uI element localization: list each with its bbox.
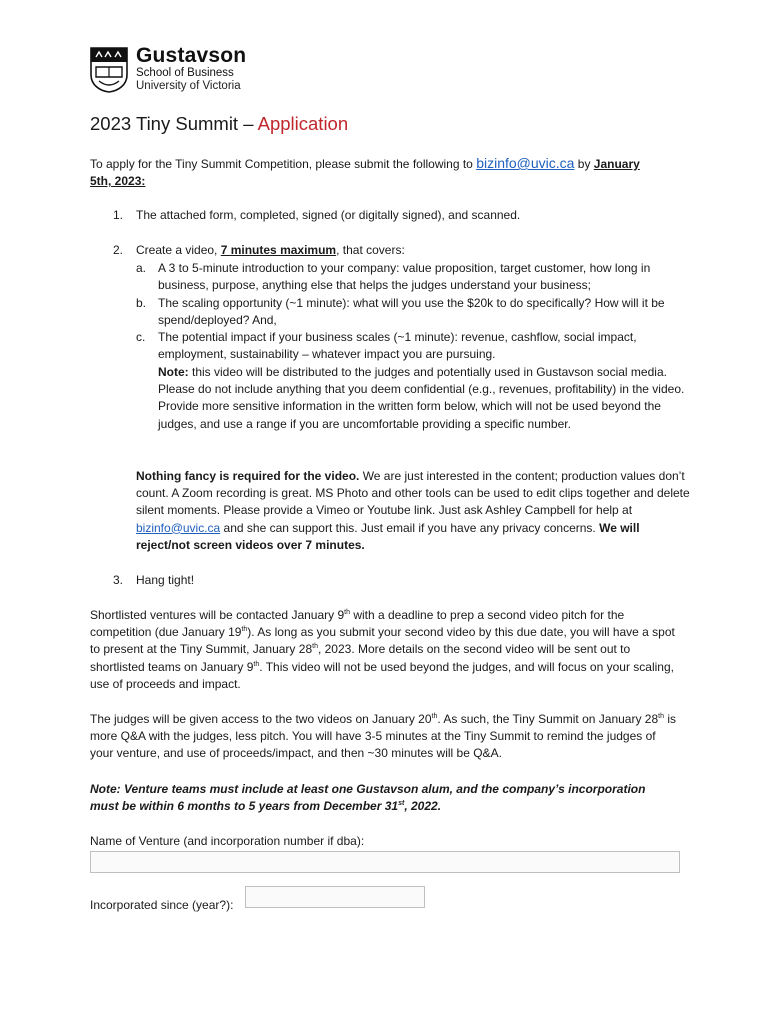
eligibility-t1: Note: Venture teams must include at least one Gustavson alum, and the company’s incorporation must be within 6 months to 5 years from December 31 <box>90 782 646 814</box>
incorporated-since-label: Incorporated since (year?): <box>90 898 234 912</box>
page-title <box>90 113 348 135</box>
judges-t1: The judges will be given access to the two videos on January 20 <box>90 712 432 726</box>
note-label: Note: <box>158 365 189 379</box>
intro-by: by <box>574 157 594 171</box>
judges-t2: . As such, the Tiny Summit on January 28 <box>437 712 659 726</box>
gustavson-logo <box>90 45 260 95</box>
video-guidance <box>136 468 691 554</box>
venture-name-label: Name of Venture (and incorporation number if dba): <box>90 834 365 848</box>
shortlist-paragraph <box>90 607 682 693</box>
subitem-a-text: A 3 to 5-minute introduction to your company: value proposition, target customer, how long in business, purpose, anything else that helps the judges understand your business; <box>158 261 651 293</box>
brand-name: Gustavson <box>136 44 247 67</box>
ordinal-suffix: th <box>312 643 318 651</box>
step-2-text-a: Create a video, <box>136 243 221 257</box>
step-number: 3. <box>113 573 124 587</box>
ordinal-suffix: th <box>658 713 664 720</box>
guidance-text-2: and she can support this. Just email if you have any privacy concerns. <box>220 520 600 535</box>
step-2-text <box>136 242 696 259</box>
incorporated-since-input[interactable] <box>245 886 425 908</box>
note-text: this video will be distributed to the judges and potentially used in Gustavson social media. Please do not include anything that you deem confidential (e.g., revenues, profitability) in the video. Provide more sensitive information in the written form below, which will not be used beyond the judges, and use a range if you are uncomfortable providing a specific number. <box>158 365 685 431</box>
subitem-c-text: The potential impact if your business scales (~1 minute): revenue, cashflow, social impact, employment, sustainability – whatever impact you are pursuing. <box>158 330 637 362</box>
shortlist-t2: with a deadline to prep a second video pitch for the competition (due January 19 <box>90 608 625 640</box>
deadline-day: 5th, 2023: <box>90 174 146 189</box>
intro-paragraph <box>90 155 690 190</box>
step-3-text: Hang tight! <box>136 573 195 587</box>
eligibility-note <box>90 781 665 815</box>
venture-name-input[interactable] <box>90 851 680 873</box>
step-1-text: The attached form, completed, signed (or digitally signed), and scanned. <box>136 208 521 222</box>
step-number: 2. <box>113 243 124 257</box>
intro-text: To apply for the Tiny Summit Competition, please submit the following to <box>90 157 477 171</box>
ordinal-suffix: st <box>398 800 405 808</box>
shortlist-t5: . This video will not be used beyond the judges, and will focus on your scaling, use of proceeds and impact. <box>90 659 674 691</box>
step-2-text-c: , that covers: <box>336 243 405 257</box>
deadline-month: January <box>593 157 640 171</box>
shortlist-t1: Shortlisted ventures will be contacted January 9 <box>90 608 345 622</box>
ordinal-suffix: th <box>241 626 248 634</box>
support-email-link[interactable]: bizinfo@uvic.ca <box>136 520 221 535</box>
email-link[interactable]: bizinfo@uvic.ca <box>476 155 575 171</box>
step-number: 1. <box>113 208 124 222</box>
university-name: University of Victoria <box>136 80 241 92</box>
rejection-warning: We will reject/not screen videos over 7 minutes. <box>136 520 640 552</box>
guidance-text: We are just interested in the content; production values don’t count. A Zoom recording is great. MS Photo and other tools can be used to edit clips together and delete silent moments. Please provide a Vimeo or Youtube link. Just ask Ashley Campbell for help at <box>136 469 690 518</box>
school-name: School of Business <box>136 67 234 79</box>
step-2-duration: 7 minutes maximum <box>220 243 337 257</box>
title-main: 2023 Tiny Summit – <box>90 113 258 134</box>
shortlist-t3: ). As long as you submit your second video by this due date, you will have a spot to present at the Tiny Summit, January 28 <box>90 625 675 657</box>
ordinal-suffix: th <box>431 713 438 720</box>
ordinal-suffix: th <box>344 609 350 616</box>
subitem-letter: b. <box>136 296 147 310</box>
shortlist-t4: , 2023. More details on the second video will be sent out to shortlisted teams on January 9 <box>90 642 631 674</box>
judges-paragraph <box>90 711 682 763</box>
guidance-bold: Nothing fancy is required for the video. <box>136 469 360 483</box>
subitem-b-text: The scaling opportunity (~1 minute): what will you use the $20k to do specifically? How will it be spend/deployed? And, <box>158 296 665 328</box>
university-crest-icon <box>90 47 128 93</box>
ordinal-suffix: th <box>253 660 260 668</box>
subitem-letter: c. <box>136 330 146 344</box>
video-note <box>158 364 688 433</box>
eligibility-t2: , 2022. <box>404 799 442 814</box>
judges-t3: is more Q&A with the judges, less pitch. You will have 3-5 minutes at the Tiny Summit to remind the judges of your venture, and use of proceeds/impact, and then ~30 minutes will be Q&A. <box>90 712 676 761</box>
title-accent: Application <box>257 113 349 134</box>
subitem-letter: a. <box>136 261 147 275</box>
